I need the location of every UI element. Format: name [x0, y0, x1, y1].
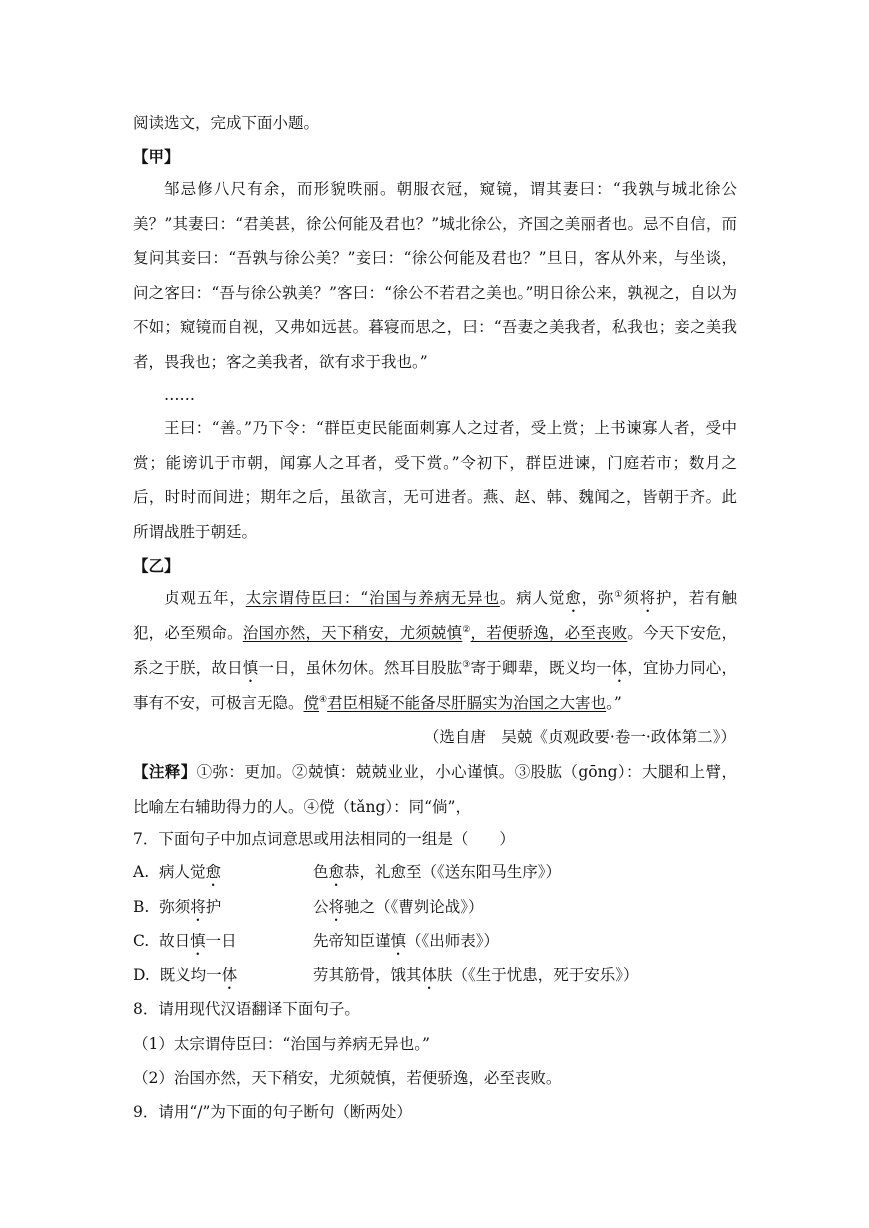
- note-marker-4: ④: [319, 694, 328, 705]
- dotted-word-yu: 愈: [565, 589, 582, 607]
- yi-text: 护，若有触犯，必至殒命。: [133, 589, 737, 642]
- option-b-right: [313, 897, 484, 925]
- option-d-right: [313, 965, 639, 993]
- note-marker-2: ②: [462, 624, 471, 635]
- question-7: 7．下面句子中加点词意思或用法相同的一组是（ ）: [133, 830, 515, 848]
- option-left-text: 弥须: [159, 898, 191, 916]
- option-left-text: 护: [205, 898, 222, 916]
- yi-text: 。”: [606, 693, 622, 712]
- option-left-text: 一日: [205, 932, 237, 950]
- intro-text: 阅读选文，完成下面小题。: [133, 114, 320, 132]
- underlined-sentence-4: 君臣相疑不能备尽肝膈实为治国之大害也: [327, 693, 607, 712]
- jia-paragraph-2: 王曰：“善。”乃下令：“群臣吏民能面刺寡人之过者，受上赏；上书谏寡人者，受中赏；能谤讥于市朝，闻寡人之耳者，受下赏。”令初下，群臣进谏，门庭若市；数月之后，时时而间进；期年之后，虽欲言，无可进者。燕、赵、韩、魏闻之，皆朝于齐。此所谓战胜于朝廷。: [133, 419, 737, 541]
- yi-text: 一日，虽休勿休。然耳目股肱: [258, 658, 463, 677]
- underlined-sentence-3: ，若便骄逸，必至丧败: [470, 624, 628, 642]
- notes-label: 【注释】: [133, 762, 197, 781]
- underlined-word-tang: 傥: [303, 693, 320, 712]
- option-left-dotted: 慎: [190, 932, 206, 950]
- option-label: A.: [133, 863, 150, 881]
- option-c: [133, 931, 237, 959]
- option-c-right: [313, 931, 499, 959]
- option-left-text: 故日: [159, 932, 191, 950]
- option-right-text: （《出师表》）: [406, 932, 500, 950]
- question-8: 8．请用现代汉语翻译下面句子。: [133, 1000, 360, 1018]
- option-label: C.: [133, 932, 150, 950]
- yi-text: 贞观五年，: [164, 589, 246, 607]
- option-right-text: 劳其筋骨，饿其: [313, 966, 422, 984]
- dotted-word-shen: 慎: [242, 658, 259, 677]
- option-right-text: 色: [313, 863, 329, 881]
- note-marker-3: ③: [462, 659, 471, 670]
- notes-text: ①弥：更加。②兢慎：兢兢业业，小心谨慎。③股肱（gōng）：大腿和上臂，比喻左右辅助得力的人。④傥（tǎng）：同“倘”，: [133, 763, 737, 816]
- note-marker-1: ①: [614, 589, 624, 600]
- ellipsis: ……: [164, 386, 195, 404]
- option-right-dotted: 愈: [328, 863, 345, 881]
- option-label: D.: [133, 966, 150, 984]
- option-right-dotted: 慎: [390, 932, 407, 950]
- jia-label: 【甲】: [133, 147, 180, 166]
- underlined-sentence-2: 治国亦然，天下稍安，尤须兢慎: [242, 624, 463, 642]
- underlined-sentence-1: 太宗谓侍臣曰：“治国与养病无异也: [245, 589, 500, 607]
- option-right-text: 肤（《生于忧患，死于安乐》）: [437, 966, 639, 984]
- yi-label: 【乙】: [133, 556, 180, 575]
- option-right-dotted: 将: [328, 898, 345, 916]
- option-left-dotted: 将: [190, 898, 206, 916]
- option-a: [133, 862, 221, 890]
- option-right-text: 驰之（《曹刿论战》）: [344, 898, 484, 916]
- yi-text: 。病人觉: [499, 589, 566, 607]
- source-citation: （选自唐 吴兢《贞观政要·卷一·政体第二》）: [423, 728, 736, 746]
- option-a-right: [313, 862, 561, 890]
- option-right-text: 公: [313, 898, 329, 916]
- option-left-dotted: 愈: [205, 863, 222, 881]
- yi-text: 须: [623, 589, 640, 607]
- dotted-word-jiang: 将: [639, 589, 657, 607]
- option-right-dotted: 体: [421, 966, 438, 984]
- option-left-dotted: 体: [221, 966, 238, 984]
- question-9: 9．请用“/”为下面的句子断句（断两处）: [133, 1103, 412, 1121]
- option-right-text: 恭，礼愈至（《送东阳马生序》）: [344, 863, 562, 881]
- option-d: [133, 965, 237, 993]
- yi-text: 。今天下安危，系之于朕，故日: [133, 624, 737, 677]
- notes-paragraph: [133, 755, 737, 824]
- dotted-word-ti: 体: [611, 658, 628, 677]
- yi-paragraph: [133, 581, 737, 720]
- option-left-text: 病人觉: [158, 863, 206, 881]
- option-label: B.: [133, 898, 150, 916]
- option-left-text: 既义均一: [159, 966, 222, 984]
- question-8-part-1: （1）太宗谓侍臣曰：“治国与养病无异也。”: [133, 1035, 430, 1053]
- option-b: [133, 897, 221, 925]
- question-8-part-2: （2）治国亦然，天下稍安，尤须兢慎，若便骄逸，必至丧败。: [133, 1069, 562, 1087]
- yi-text: ，弥: [581, 589, 615, 607]
- yi-text: ，宜协力同心，事有不安，可极言无隐。: [133, 658, 737, 712]
- jia-paragraph-1: 邹忌修八尺有余，而形貌昳丽。朝服衣冠，窥镜，谓其妻曰：“我孰与城北徐公美？”其妻曰：“君美甚，徐公何能及君也？”城北徐公，齐国之美丽者也。忌不自信，而复问其妾曰：“吾孰与徐公美？”妾曰：“徐公何能及君也？”旦日，客从外来，与坐谈，问之客曰：“吾与徐公孰美？”客曰：“徐公不若君之美也。”明日徐公来，孰视之，自以为不如；窥镜而自视，又弗如远甚。暮寝而思之，曰：“吾妻之美我者，私我也；妾之美我者，畏我也；客之美我者，欲有求于我也。”: [133, 180, 737, 371]
- yi-text: 寄于卿辈，既义均一: [470, 658, 612, 677]
- option-right-text: 先帝知臣谨: [313, 932, 391, 950]
